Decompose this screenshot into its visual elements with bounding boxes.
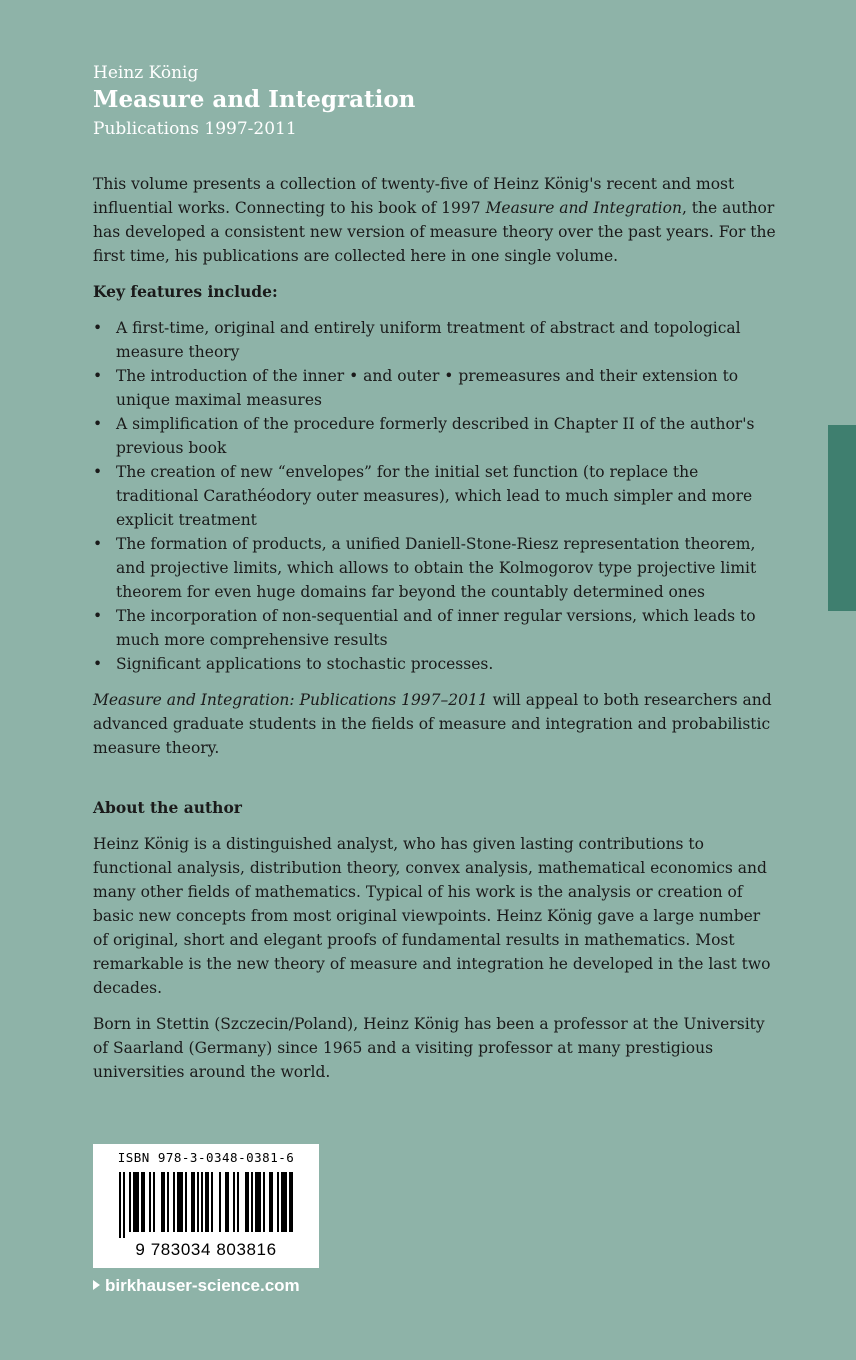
barcode-bar [153,1172,155,1232]
intro-text-start: This volume presents a collection of twenty-five of Heinz König's recent and most influential works. Connecting to his book of 1997 [93,175,735,217]
barcode-bar [201,1172,203,1232]
barcode-bar [149,1172,151,1232]
barcode-bar [233,1172,235,1232]
intro-book-reference: Measure and Integration [485,199,682,217]
barcode-bar [255,1172,261,1232]
barcode-bar [225,1172,229,1232]
feature-item: • The creation of new “envelopes” for the initial set function (to replace the traditional Carathéodory outer measures), which lead to much simpler and more explicit treatment [93,460,779,532]
about-author-heading: About the author [93,798,242,817]
book-subtitle: Publications 1997-2011 [93,119,297,139]
barcode-bar [237,1172,239,1232]
barcode-bar [161,1172,165,1232]
arrow-right-icon [93,1280,100,1290]
barcode-bar [177,1172,183,1232]
barcode-bar [167,1172,169,1232]
author-name: Heinz König [93,63,199,83]
spine-color-tab [828,425,856,611]
barcode-bar [251,1172,253,1232]
feature-item: • Significant applications to stochastic processes. [93,652,779,676]
publisher-link[interactable] [93,1276,300,1296]
book-header [93,62,793,142]
intro-paragraph [93,172,779,268]
barcode-bar [281,1172,287,1232]
appeal-book-reference: Measure and Integration: Publications 1997–2011 [93,691,488,709]
barcode-bar [277,1172,279,1232]
barcode-bar [173,1172,175,1232]
barcode-bar [191,1172,195,1232]
publisher-url: birkhauser-science.com [105,1276,300,1295]
barcode-bar [263,1172,265,1232]
barcode-bar [211,1172,213,1232]
barcode-bar [185,1172,187,1232]
appeal-text: will appeal to both researchers and advanced graduate students in the fields of measure and integration and probabilistic measure theory. [93,691,772,757]
book-title: Measure and Integration [93,86,416,113]
feature-item: • The formation of products, a unified Daniell-Stone-Riesz representation theorem, and projective limits, which allows to obtain the Kolmogorov type projective limit theorem for even huge domains far beyond the countably determined ones [93,532,779,604]
barcode-bar [205,1172,209,1232]
barcode-bar [123,1172,125,1238]
key-features-list [93,316,779,676]
barcode-bar [245,1172,249,1232]
barcode-bar [269,1172,273,1232]
barcode-bar [119,1172,121,1238]
barcode-bar [219,1172,221,1232]
feature-item: • The introduction of the inner • and outer • premeasures and their extension to unique maximal measures [93,364,779,412]
barcode-digits: 9 783034 803816 [135,1240,277,1259]
appeal-paragraph [93,688,779,760]
barcode-bars [119,1172,293,1238]
author-bio-paragraph: Heinz König is a distinguished analyst, who has given lasting contributions to functional analysis, distribution theory, convex analysis, mathematical economics and many other fields of mathematics. Typical of his work is the analysis or creation of basic new concepts from most original viewpoints. Heinz König gave a large number of original, short and elegant proofs of fundamental results in mathematics. Most remarkable is the new theory of measure and integration he developed in the last two decades. [93,835,771,997]
barcode-bar [289,1172,293,1232]
key-features-heading: Key features include: [93,282,278,301]
isbn-label: ISBN 978-3-0348-0381-6 [117,1150,295,1165]
feature-item: • The incorporation of non-sequential and of inner regular versions, which leads to much more comprehensive results [93,604,779,652]
intro-text-end: , the author has developed a consistent new version of measure theory over the past years. For the first time, his publications are collected here in one single volume. [93,199,776,265]
author-career-paragraph: Born in Stettin (Szczecin/Poland), Heinz König has been a professor at the University of Saarland (Germany) since 1965 and a visiting professor at many prestigious universities around the world. [93,1015,765,1081]
feature-item: • A simplification of the procedure formerly described in Chapter II of the author's previous book [93,412,779,460]
back-cover-text [93,172,779,1084]
isbn-barcode [93,1144,319,1268]
barcode-bar [133,1172,139,1232]
barcode-bar [129,1172,131,1232]
feature-item: • A first-time, original and entirely uniform treatment of abstract and topological measure theory [93,316,779,364]
barcode-bar [141,1172,145,1232]
barcode-bar [197,1172,199,1232]
